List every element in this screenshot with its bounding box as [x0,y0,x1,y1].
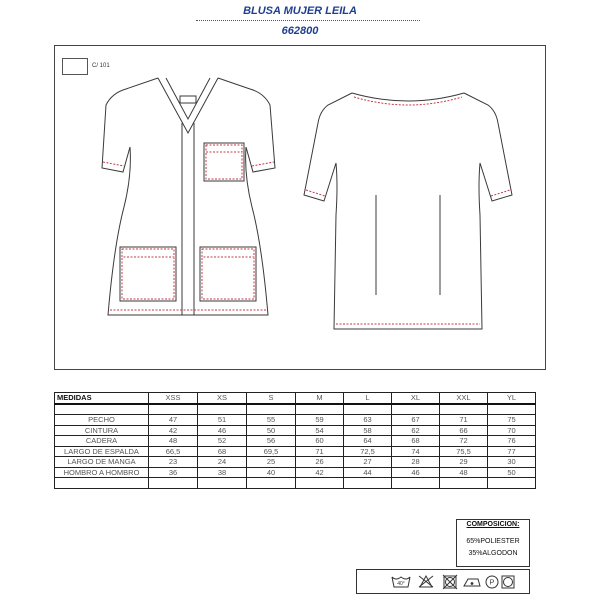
size-header: XSS [149,393,198,404]
no-dryer-icon [502,576,514,588]
tumble-dry-icon [443,575,457,589]
measure-cell: 76 [488,436,536,447]
table-row [55,467,536,478]
size-header: M [296,393,344,404]
measure-cell: 24 [198,457,247,468]
size-header: S [247,393,296,404]
measure-cell: 74 [392,446,440,457]
measure-cell: 48 [149,436,198,447]
measure-cell: 51 [198,415,247,426]
size-header: YL [488,393,536,404]
front-view [102,78,275,315]
measure-cell: 75,5 [440,446,488,457]
measure-cell: 50 [247,425,296,436]
measure-cell: 29 [440,457,488,468]
measure-cell: 71 [440,415,488,426]
measure-cell: 60 [296,436,344,447]
measure-cell: 66,5 [149,446,198,457]
garment-title: BLUSA MUJER LEILA [243,5,357,17]
measure-cell: 66 [440,425,488,436]
composition-title: COMPOSICION: [466,521,520,528]
iron-icon [464,579,480,586]
svg-text:P: P [489,579,495,587]
measure-cell: 46 [392,467,440,478]
measure-cell: 59 [296,415,344,426]
row-label: LARGO DE MANGA [55,457,149,468]
measure-cell: 71 [296,446,344,457]
table-row [55,436,536,447]
measure-cell: 75 [488,415,536,426]
composition-cotton: 35%ALGODON [468,550,518,557]
back-neckline [352,93,464,101]
left-lower-pocket [120,247,176,301]
front-collar [158,78,218,133]
size-header: XS [198,393,247,404]
measure-cell: 47 [149,415,198,426]
measure-cell: 40 [247,467,296,478]
measure-cell: 68 [392,436,440,447]
measure-cell: 72,5 [344,446,392,457]
measure-cell: 28 [392,457,440,468]
measurement-table [54,392,536,489]
back-body-outline [304,93,512,329]
measure-cell: 62 [392,425,440,436]
wash-temp-label: 40° [397,581,405,587]
measure-cell: 54 [296,425,344,436]
table-row-blank [55,404,536,415]
care-symbols [356,569,530,594]
table-row [55,415,536,426]
measure-cell: 56 [247,436,296,447]
measure-cell: 63 [344,415,392,426]
row-label: CADERA [55,436,149,447]
chest-pocket [204,143,244,181]
dry-clean-p-icon [486,576,498,588]
measure-cell: 52 [198,436,247,447]
composition-polyester: 65%POLIESTER [466,538,520,545]
measure-cell: 55 [247,415,296,426]
back-view [304,93,512,329]
no-bleach-icon [419,576,433,587]
row-label: HOMBRO A HOMBRO [55,467,149,478]
reference-number: 662800 [281,25,319,37]
measure-cell: 50 [488,467,536,478]
measure-cell: 23 [149,457,198,468]
measure-cell: 64 [344,436,392,447]
title-divider [196,20,420,21]
measure-cell: 42 [296,467,344,478]
colour-code: C/ 101 [92,63,110,69]
table-header-row [55,393,536,404]
measure-cell: 68 [198,446,247,457]
measure-cell: 58 [344,425,392,436]
measure-cell: 27 [344,457,392,468]
row-label: PECHO [55,415,149,426]
measure-cell: 42 [149,425,198,436]
size-header: XL [392,393,440,404]
measure-cell: 38 [198,467,247,478]
measure-cell: 26 [296,457,344,468]
measure-cell: 30 [488,457,536,468]
row-label: CINTURA [55,425,149,436]
size-header: L [344,393,392,404]
measure-cell: 25 [247,457,296,468]
table-row-blank [55,478,536,489]
measures-heading: MEDIDAS [55,393,149,404]
table-row [55,425,536,436]
measure-cell: 44 [344,467,392,478]
measure-cell: 70 [488,425,536,436]
measure-cell: 67 [392,415,440,426]
right-lower-pocket [200,247,256,301]
measure-cell: 72 [440,436,488,447]
table-row [55,457,536,468]
measure-cell: 69,5 [247,446,296,457]
measure-cell: 77 [488,446,536,457]
front-body-outline [102,78,275,315]
garment-drawing [54,45,546,370]
collar-label [180,96,196,103]
size-header: XXL [440,393,488,404]
row-label: LARGO DE ESPALDA [55,446,149,457]
wash-40-icon [392,577,410,587]
composition-box [456,519,530,567]
measure-cell: 48 [440,467,488,478]
measure-cell: 36 [149,467,198,478]
measure-cell: 46 [198,425,247,436]
table-row [55,446,536,457]
